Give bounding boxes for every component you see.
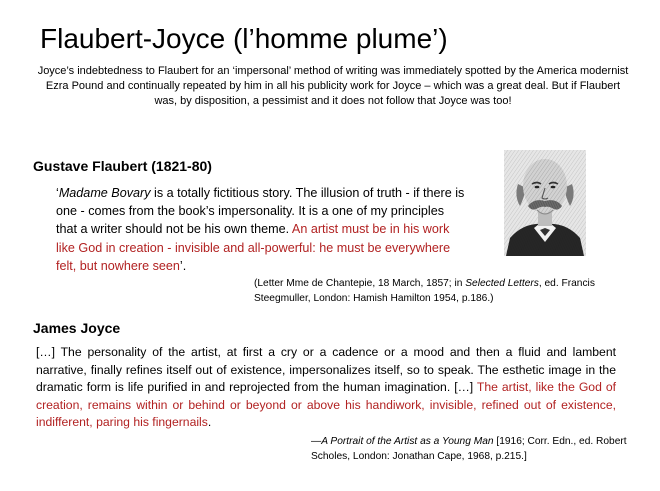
joyce-quote-emphasis: The artist, like the God of creation, remains within or behind or beyond or above his handiwork, invisible, refined out of existence, indifferent, paring his fingernails bbox=[36, 380, 616, 430]
flaubert-citation bbox=[254, 276, 644, 306]
joyce-quote-end: . bbox=[207, 415, 212, 430]
flaubert-heading: Gustave Flaubert (1821-80) bbox=[33, 158, 212, 174]
flaubert-citation-suffix: , ed. Francis Steegmuller, London: Hamish Hamilton 1954, p.186.) bbox=[254, 278, 595, 304]
flaubert-citation-prefix: (Letter Mme de Chantepie, 18 March, 1857; in bbox=[254, 278, 466, 289]
portrait-of-the-artist-title: A Portrait of the Artist as a Young Man bbox=[321, 436, 494, 447]
joyce-citation-dash: — bbox=[311, 436, 322, 447]
selected-letters-title: Selected Letters bbox=[465, 278, 539, 289]
slide-title: Flaubert-Joyce (l’homme plume’) bbox=[40, 23, 448, 54]
intro-paragraph: Joyce’s indebtedness to Flaubert for an ‘impersonal’ method of writing was immediately spotted by the America modernist Ezra Pound and continually repeated by him in all his publicity work for Joyce – which was a great deal. But if Flaubert was, by disposition, a pessimist and it does not follow that Joyce was too! bbox=[37, 65, 629, 107]
joyce-citation-suffix: [1916; Corr. Edn., ed. Robert Scholes, London: Jonathan Cape, 1968, p.215.] bbox=[311, 436, 627, 462]
joyce-heading: James Joyce bbox=[33, 320, 121, 336]
flaubert-quote-text: is a totally fictitious story. The illusion of truth - if there is one - comes from the book’s impersonality. It is a one of my principles that a writer should not be his own theme. bbox=[56, 186, 465, 237]
portrait-engraving-icon bbox=[504, 150, 586, 256]
flaubert-quote-emphasis: An artist must be in his work like God in creation - invisible and all-powerful: he must be everywhere felt, but nowhere seen bbox=[56, 222, 451, 273]
joyce-citation bbox=[311, 434, 641, 464]
joyce-quote bbox=[36, 344, 616, 432]
madame-bovary-title: Madame Bovary bbox=[58, 186, 151, 200]
flaubert-portrait bbox=[504, 150, 586, 256]
flaubert-quote-close: ’. bbox=[179, 258, 187, 273]
flaubert-quote-open: ‘ bbox=[56, 186, 59, 200]
joyce-quote-text: […] The personality of the artist, at first a cry or a cadence or a mood and then a fluid and lambent narrative, finally refines itself out of existence, impersonalizes itself, so to speak. The esthetic image in the dramatic form is life purified in and reprojected from the human imagination. […] bbox=[36, 345, 616, 395]
flaubert-quote bbox=[56, 184, 468, 275]
